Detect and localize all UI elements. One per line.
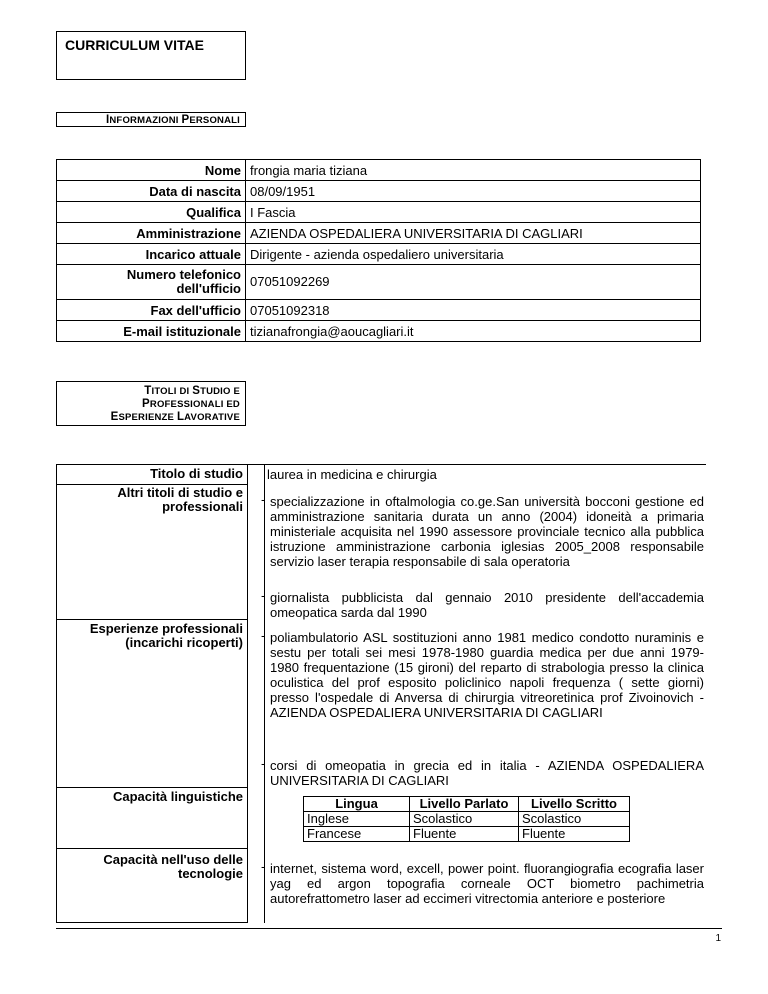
table-row bbox=[57, 300, 701, 321]
altri-titoli-item-2: giornalista pubblicista dal gennaio 2010 presidente dell'accademia omeopatica sarda dal 1990 bbox=[270, 590, 704, 620]
table-row bbox=[57, 181, 701, 202]
table-row bbox=[304, 797, 630, 812]
label-nome: Nome bbox=[57, 160, 246, 181]
section-header-titoli-line2: PROFESSIONALI ED bbox=[142, 398, 240, 410]
section-header-titoli-line1: TITOLI DI STUDIO E bbox=[144, 385, 240, 397]
table-row bbox=[57, 202, 701, 223]
lang-cell: Scolastico bbox=[410, 812, 519, 827]
value-data-nascita: 08/09/1951 bbox=[246, 181, 701, 202]
label-telefono: Numero telefonico dell'ufficio bbox=[57, 265, 246, 300]
title-box bbox=[56, 31, 246, 80]
list-item: - corsi di omeopatia in grecia ed in italia - AZIENDA OSPEDALIERA UNIVERSITARIA DI CAGLIARI bbox=[261, 756, 704, 788]
label-tecnologie: Capacità nell'uso delle tecnologie bbox=[103, 852, 243, 881]
label-incarico: Incarico attuale bbox=[57, 244, 246, 265]
label-fax: Fax dell'ufficio bbox=[57, 300, 246, 321]
table-row bbox=[57, 265, 701, 300]
language-table bbox=[303, 796, 630, 842]
section-header-personal-label: INFORMAZIONI PERSONALI bbox=[105, 114, 240, 126]
personal-info-table bbox=[56, 159, 701, 342]
lang-header-scritto: Livello Scritto bbox=[519, 797, 630, 812]
list-item: - poliambulatorio ASL sostituzioni anno 1981 medico condotto nuraminis e sestu per totali sei mesi 1978-1980 guardia medica per due anni 1979-1980 frequentazione (15 gironi) del reparto di strabologia presso la clinica oculistica del prof esposito policlinico napoli frequenza ( sette giorni) presso l'ospedale di Anversa di chirurgia vitreoretinica prof Zivoinovich - AZIENDA OSPEDALIERA UNIVERSITARIA DI CAGLIARI bbox=[261, 628, 704, 720]
label-email: E-mail istituzionale bbox=[57, 321, 246, 342]
lang-cell: Fluente bbox=[519, 827, 630, 842]
education-experience-block bbox=[56, 464, 706, 923]
esperienze-item-2: corsi di omeopatia in grecia ed in italia - AZIENDA OSPEDALIERA UNIVERSITARIA DI CAGLIARI bbox=[270, 758, 704, 788]
lang-header-parlato: Livello Parlato bbox=[410, 797, 519, 812]
footer-divider bbox=[56, 928, 722, 929]
table-row bbox=[304, 812, 630, 827]
esperienze-item-1: poliambulatorio ASL sostituzioni anno 1981 medico condotto nuraminis e sestu per totali sei mesi 1978-1980 guardia medica per due anni 1979-1980 frequentazione (15 gironi) del reparto di strabologia presso la clinica oculistica del prof esposito policlinico napoli frequenza ( sette giorni) presso l'ospedale di Anversa di chirurgia vitreoretinica prof Zivoinovich - AZIENDA OSPEDALIERA UNIVERSITARIA DI CAGLIARI bbox=[270, 630, 704, 720]
label-titolo-studio: Titolo di studio bbox=[150, 466, 243, 481]
value-qualifica: I Fascia bbox=[246, 202, 701, 223]
table-row bbox=[304, 827, 630, 842]
lang-cell: Scolastico bbox=[519, 812, 630, 827]
section-header-titoli bbox=[56, 381, 246, 426]
label-altri-titoli: Altri titoli di studio e professionali bbox=[117, 485, 243, 514]
lang-cell: Francese bbox=[304, 827, 410, 842]
tecnologie-item-1: internet, sistema word, excell, power point. fluorangiografia ecografia laser yag ed argon topografia corneale OCT biometro pachimetria autorefrattometro laser ad eccimeri vitrectomia anteriore e posteriore bbox=[270, 861, 704, 906]
table-row bbox=[57, 321, 701, 342]
document-title: CURRICULUM VITAE bbox=[65, 37, 204, 53]
value-amministrazione: AZIENDA OSPEDALIERA UNIVERSITARIA DI CAGLIARI bbox=[246, 223, 701, 244]
lang-header-lingua: Lingua bbox=[304, 797, 410, 812]
label-data-nascita: Data di nascita bbox=[57, 181, 246, 202]
value-telefono: 07051092269 bbox=[246, 265, 701, 300]
section-header-titoli-line3: ESPERIENZE LAVORATIVE bbox=[110, 411, 240, 423]
lang-cell: Fluente bbox=[410, 827, 519, 842]
value-titolo-studio: laurea in medicina e chirurgia bbox=[267, 467, 437, 482]
page-number: 1 bbox=[715, 933, 721, 944]
list-item: - internet, sistema word, excell, power point. fluorangiografia ecografia laser yag ed argon topografia corneale OCT biometro pachimetria autorefrattometro laser ad eccimeri vitrectomia anteriore e posteriore bbox=[261, 859, 704, 906]
lang-cell: Inglese bbox=[304, 812, 410, 827]
label-esperienze: Esperienze professionali (incarichi ricoperti) bbox=[89, 621, 243, 650]
list-item: - giornalista pubblicista dal gennaio 2010 presidente dell'accademia omeopatica sarda dal 1990 bbox=[261, 588, 704, 620]
list-item: - specializzazione in oftalmologia co.ge.San università bocconi gestione ed amministrazione sanitaria durata un anno (2004) idoneità a primaria ministeriale acquisita nel 1990 assessore provinciale tecnico alla pubblica istruzione amministrazione carbonia iglesias 2005_2008 responsabile servizio laser terapia responsabile di sala operatoria bbox=[261, 492, 704, 569]
value-email: tizianafrongia@aoucagliari.it bbox=[246, 321, 701, 342]
table-row bbox=[57, 244, 701, 265]
label-capacita-linguistiche: Capacità linguistiche bbox=[112, 789, 243, 804]
altri-titoli-item-1: specializzazione in oftalmologia co.ge.San università bocconi gestione ed amministrazione sanitaria durata un anno (2004) idoneità a primaria ministeriale acquisita nel 1990 assessore provinciale tecnico alla pubblica istruzione amministrazione carbonia iglesias 2005_2008 responsabile servizio laser terapia responsabile di sala operatoria bbox=[270, 494, 704, 569]
value-nome: frongia maria tiziana bbox=[246, 160, 701, 181]
value-incarico: Dirigente - azienda ospedaliero universitaria bbox=[246, 244, 701, 265]
section-header-personal bbox=[56, 112, 246, 127]
value-fax: 07051092318 bbox=[246, 300, 701, 321]
label-amministrazione: Amministrazione bbox=[57, 223, 246, 244]
label-qualifica: Qualifica bbox=[57, 202, 246, 223]
table-row bbox=[57, 160, 701, 181]
table-row bbox=[57, 223, 701, 244]
